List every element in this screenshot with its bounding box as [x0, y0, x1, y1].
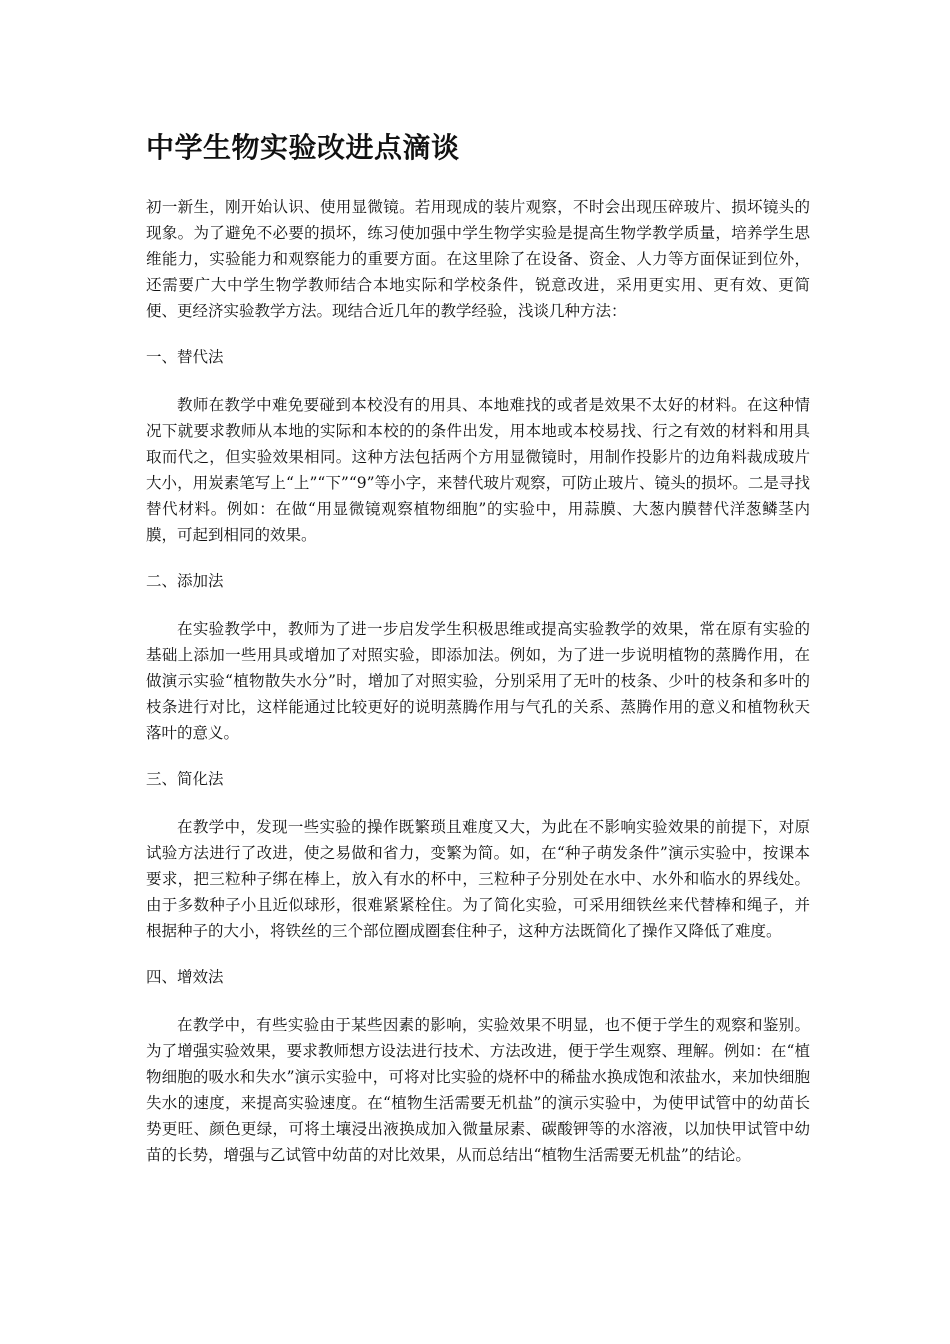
section-body: 在实验教学中，教师为了进一步启发学生积极思维或提高实验教学的效果，常在原有实验的基础上添加一些用具或增加了对照实验，即添加法。例如，为了进一步说明植物的蒸腾作用，在做演示实验“植物散失水分”时，增加了对照实验，分别采用了无叶的枝条、少叶的枝条和多叶的枝条进行对比，这样能通过比较更好的说明蒸腾作用与气孔的关系、蒸腾作用的意义和植物秋天落叶的意义。 [146, 620, 810, 742]
section-simplification [146, 766, 810, 944]
section-body: 教师在教学中难免要碰到本校没有的用具、本地难找的或者是效果不太好的材料。在这种情况下就要求教师从本地的实际和本校的的条件出发，用本地或本校易找、行之有效的材料和用具取而代之，但实验效果相同。这种方法包括两个方用显微镜时，用制作投影片的边角料裁成玻片大小，用炭素笔写上“上”“下”“9”等小字，来替代玻片观察，可防止玻片、镜头的损坏。二是寻找替代材料。例如：在做“用显微镜观察植物细胞”的实验中，用蒜膜、大葱内膜替代洋葱鳞茎内膜，可起到相同的效果。 [146, 396, 810, 544]
section-heading: 四、增效法 [146, 968, 224, 986]
section-heading: 二、添加法 [146, 572, 224, 590]
section-body: 在教学中，有些实验由于某些因素的影响，实验效果不明显，也不便于学生的观察和鉴别。为了增强实验效果，要求教师想方设法进行技术、方法改进，便于学生观察、理解。例如：在“植物细胞的吸水和失水”演示实验中，可将对比实验的烧杯中的稀盐水换成饱和浓盐水，来加快细胞失水的速度，来提高实验速度。在“植物生活需要无机盐”的演示实验中，为使甲试管中的幼苗长势更旺、颜色更绿，可将土壤浸出液换成加入微量尿素、碳酸钾等的水溶液，以加快甲试管中幼苗的长势，增强与乙试管中幼苗的对比效果，从而总结出“植物生活需要无机盐”的结论。 [146, 1016, 810, 1164]
document-page [146, 128, 810, 1188]
section-addition [146, 568, 810, 746]
section-substitution [146, 344, 810, 548]
section-body: 在教学中，发现一些实验的操作既繁琐且难度又大，为此在不影响实验效果的前提下，对原试验方法进行了改进，使之易做和省力，变繁为简。如，在“种子萌发条件”演示实验中，按课本要求，把三粒种子绑在棒上，放入有水的杯中，三粒种子分别处在水中、水外和临水的界线处。由于多数种子小且近似球形，很难紧紧栓住。为了简化实验，可采用细铁丝来代替棒和绳子，并根据种子的大小，将铁丝的三个部位圈成圈套住种子，这种方法既简化了操作又降低了难度。 [146, 818, 810, 940]
document-title: 中学生物实验改进点滴谈 [146, 131, 460, 164]
section-enhancement [146, 964, 810, 1168]
intro-paragraph: 初一新生，刚开始认识、使用显微镜。若用现成的装片观察，不时会出现压碎玻片、损坏镜头的现象。为了避免不必要的损坏，练习使加强中学生物学实验是提高生物学教学质量，培养学生思维能力，实验能力和观察能力的重要方面。在这里除了在设备、资金、人力等方面保证到位外，还需要广大中学生物学教师结合本地实际和学校条件，锐意改进，采用更实用、更有效、更简便、更经济实验教学方法。现结合近几年的教学经验，浅谈几种方法： [146, 198, 810, 320]
section-heading: 三、简化法 [146, 770, 224, 788]
section-heading: 一、替代法 [146, 348, 224, 366]
